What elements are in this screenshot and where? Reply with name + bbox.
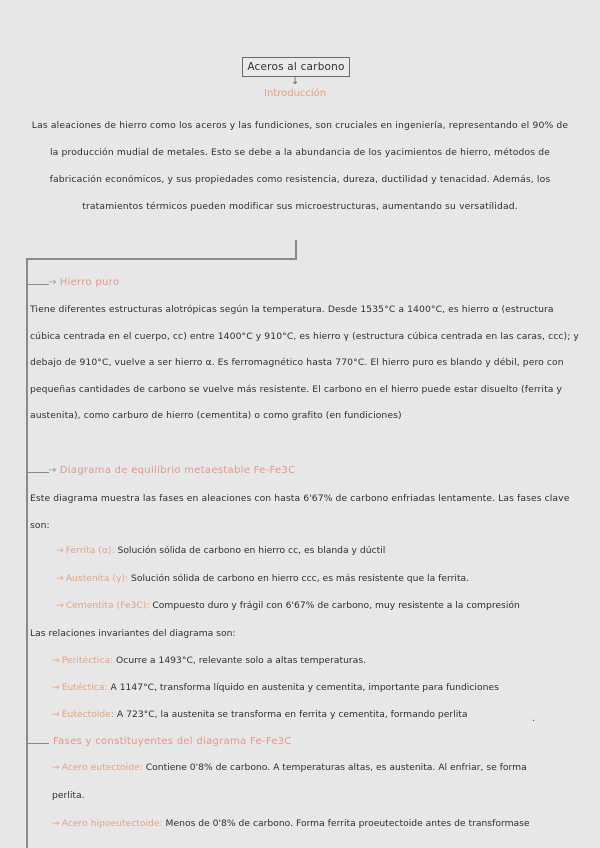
arrow-right-icon: →	[52, 818, 60, 829]
connector-line	[295, 240, 297, 260]
arrow-right-icon: →	[56, 545, 64, 556]
intro-paragraph: Las aleaciones de hierro como los aceros y las fundiciones, son cruciales en ingeniería, representando el 90% de la producción mudial de metales. Esto se debe a la abundancia de los yacimientos de hierro, métodos de fabricación económicos, y sus propiedades como resistencia, dureza, ductilidad y tenacidad. Además, los tratamientos térmicos pueden modificar sus microestructuras, aumentando su versatilidad.	[31, 120, 569, 212]
list-item-ferrita: → Ferrita (α): Solución sólida de carbono en hierro cc, es blanda y dúctil	[56, 545, 386, 556]
arrow-right-icon: →	[52, 682, 60, 693]
arrow-right-icon: →	[48, 277, 57, 288]
arrow-right-icon: →	[52, 655, 60, 666]
arrow-right-icon: →	[48, 465, 57, 476]
dot-mark: .	[532, 713, 536, 724]
connector-line	[26, 258, 296, 260]
list-item-acero-hipoeutectoide: → Acero hipoeutectoide: Menos de 0'8% de carbono. Forma ferrita proeutectoide antes de transformase	[52, 818, 530, 829]
arrow-right-icon: →	[52, 709, 60, 720]
list-item-continuation: perlita.	[52, 790, 85, 801]
branch-line	[27, 284, 49, 285]
intro-heading: Introducción	[264, 88, 327, 99]
section-heading-fases-constituyentes: Fases y constituyentes del diagrama Fe-Fe3C	[53, 736, 292, 747]
list-item-peritectica: → Peritéctica: Ocurre a 1493°C, relevante solo a altas temperaturas.	[52, 655, 367, 666]
outline-vertical-line	[26, 260, 28, 848]
section-heading-diagrama: → Diagrama de equilibrio metaestable Fe-Fe3C	[48, 465, 296, 476]
relaciones-intro: Las relaciones invariantes del diagrama son:	[30, 628, 236, 639]
hierro-puro-paragraph: Tiene diferentes estructuras alotrópicas según la temperatura. Desde 1535°C a 1400°C, es hierro α (estructura cúbica centrada en el cuerpo, cc) entre 1400°C y 910°C, es hierro γ (estructura cúbica centrada en las caras, ccc); y debajo de 910°C, vuelve a ser hierro α. Es ferromagnético hasta 770°C. El hierro puro es blando y débil, pero con pequeñas cantidades de carbono se vuelve más resistente. El carbono en el hierro puede estar disuelto (ferrita y austenita), como carburo de hierro (cementita) o como grafito (en fundiciones)	[30, 304, 579, 421]
down-arrow-icon: ↓	[291, 76, 300, 87]
arrow-right-icon: →	[56, 573, 64, 584]
arrow-right-icon: →	[56, 600, 64, 611]
list-item-eutectica: → Eutéctica: A 1147°C, transforma líquido en austenita y cementita, importante para fundiciones	[52, 682, 499, 693]
page-title: Aceros al carbono	[242, 57, 350, 77]
list-item-acero-eutectoide: → Acero eutectoide: Contiene 0'8% de carbono. A temperaturas altas, es austenita. Al enfriar, se forma	[52, 762, 527, 773]
arrow-right-icon: →	[52, 762, 60, 773]
section-heading-hierro-puro: → Hierro puro	[48, 277, 120, 288]
list-item-austenita: → Austenita (γ): Solución sólida de carbono en hierro ccc, es más resistente que la ferrita.	[56, 573, 470, 584]
branch-line	[27, 743, 49, 744]
branch-line	[27, 472, 49, 473]
list-item-eutectoide: → Eutectoide: A 723°C, la austenita se transforma en ferrita y cementita, formando perlita	[52, 709, 468, 720]
list-item-cementita: → Cementita (Fe3C): Compuesto duro y frágil con 6'67% de carbono, muy resistente a la compresión	[56, 600, 520, 611]
diagrama-paragraph: Este diagrama muestra las fases en aleaciones con hasta 6'67% de carbono enfriadas lentamente. Las fases clave son:	[30, 493, 570, 531]
